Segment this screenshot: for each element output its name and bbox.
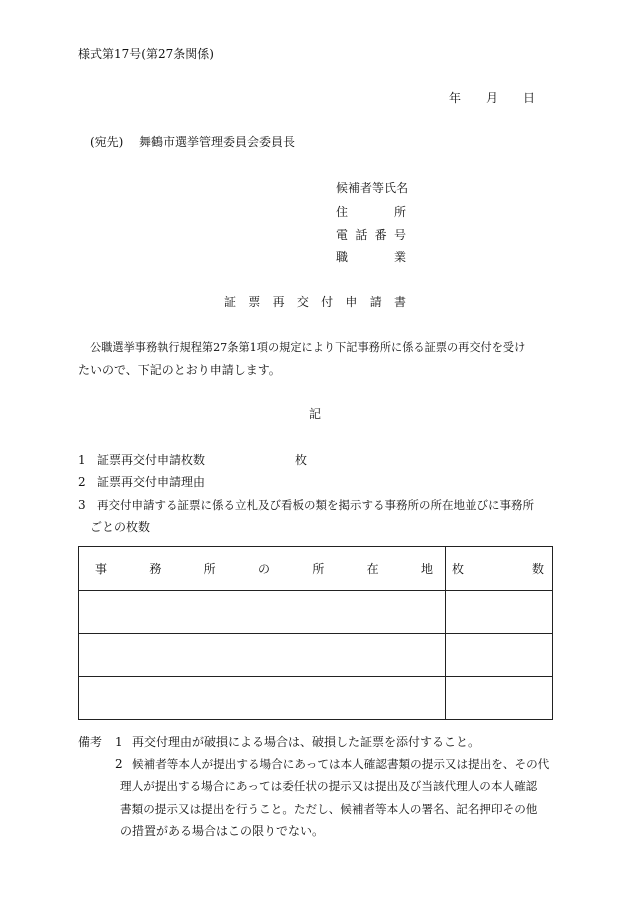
item-1-number: 1 (78, 453, 86, 467)
item-3-text: 再交付申請する証票に係る立札及び看板の類を掲示する事務所の所在地並びに事務所 (97, 498, 534, 512)
item-1-unit: 枚 (295, 453, 308, 467)
applicant-phone-label: 電 話 番 号 (336, 228, 406, 242)
table-row (79, 634, 553, 677)
table-row (79, 677, 553, 720)
date-line (449, 90, 535, 106)
addressee-name: 舞鶴市選挙管理委員会委員長 (139, 135, 296, 149)
count-cell[interactable] (446, 634, 553, 677)
office-table (78, 546, 553, 720)
note-2-number: 2 (115, 757, 123, 771)
location-cell[interactable] (79, 677, 446, 720)
header-location: 事 務 所 の 所 在 地 (79, 547, 446, 591)
form-number: 様式第17号(第27条関係) (78, 47, 214, 61)
addressee (90, 134, 295, 150)
item-3-number: 3 (78, 498, 86, 512)
addressee-prefix: (宛先) (90, 135, 124, 149)
note-2-line-3: 書類の提示又は提出を行うこと。ただし、候補者等本人の署名、記名押印その他 (120, 802, 538, 816)
document-title: 証 票 再 交 付 申 請 書 (224, 295, 406, 309)
applicant-occupation-label: 職 業 (336, 250, 406, 264)
header-count: 枚 数 (446, 547, 553, 591)
note-2-line-1: 候補者等本人が提出する場合にあっては本人確認書類の提示又は提出を、その代 (132, 757, 550, 771)
ki-heading: 記 (309, 407, 322, 421)
location-cell[interactable] (79, 591, 446, 634)
item-2-number: 2 (78, 475, 86, 489)
date-month: 月 (485, 91, 498, 105)
location-cell[interactable] (79, 634, 446, 677)
table-header-row (79, 547, 553, 591)
date-day: 日 (522, 91, 535, 105)
count-cell[interactable] (446, 677, 553, 720)
item-2-text: 証票再交付申請理由 (97, 475, 206, 489)
body-text-line-2: たいので、下記のとおり申請します。 (78, 363, 281, 377)
item-1-text: 証票再交付申請枚数 (97, 453, 206, 467)
count-cell[interactable] (446, 591, 553, 634)
date-year: 年 (449, 91, 462, 105)
note-2-line-2: 理人が提出する場合にあっては委任状の提示又は提出及び当該代理人の本人確認 (120, 779, 538, 793)
table-row (79, 591, 553, 634)
applicant-name-label: 候 補 者 等 氏 名 (336, 181, 409, 195)
note-1-number: 1 (115, 735, 123, 749)
body-text-line-1: 公職選挙事務執行規程第27条第1項の規定により下記事務所に係る証票の再交付を受け (90, 341, 526, 354)
note-2-line-4: の措置がある場合はこの限りでない。 (120, 824, 325, 838)
applicant-address-label: 住 所 (336, 205, 406, 219)
note-1-text: 再交付理由が破損による場合は、破損した証票を添付すること。 (132, 735, 481, 749)
item-3-continuation: ごとの枚数 (90, 520, 151, 534)
notes-label: 備考 (78, 735, 103, 749)
